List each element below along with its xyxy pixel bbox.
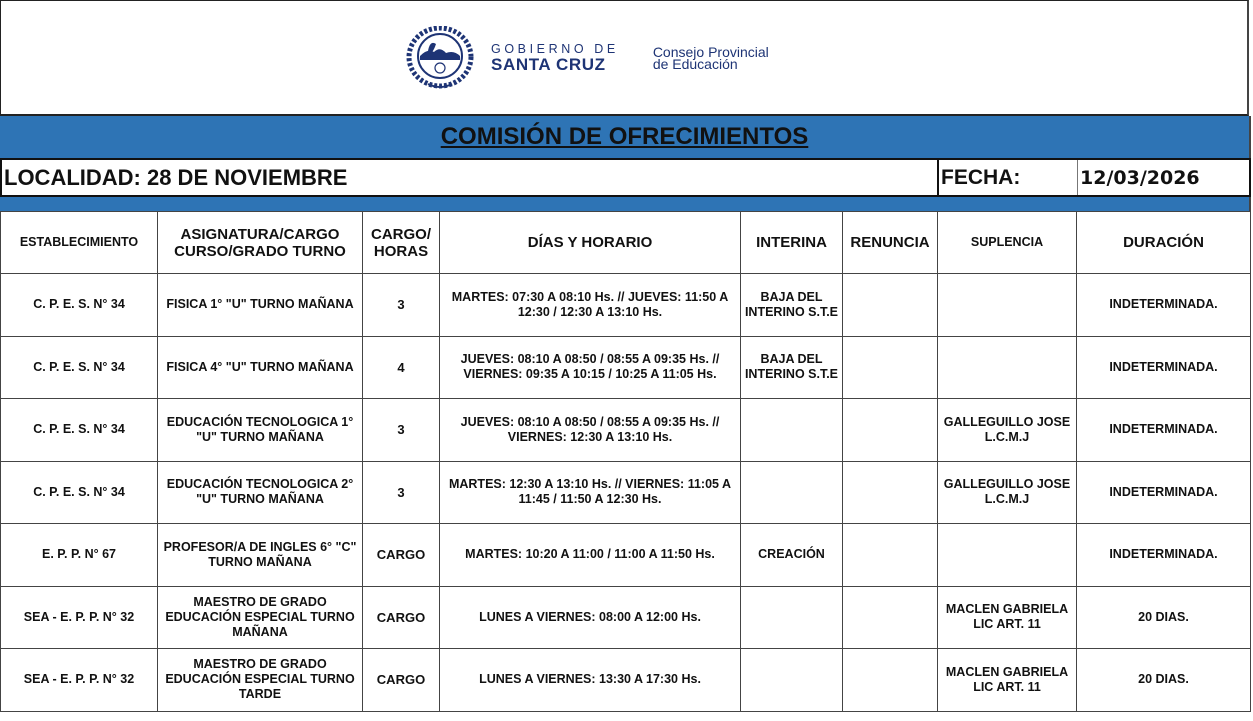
cell-asignatura: FISICA 1° "U" TURNO MAÑANA xyxy=(158,274,363,337)
localidad-row xyxy=(0,158,1251,197)
cell-duracion: INDETERMINADA. xyxy=(1077,461,1251,524)
cell-establecimiento: SEA - E. P. P. N° 32 xyxy=(1,586,158,649)
cell-suplencia: MACLEN GABRIELA LIC ART. 11 xyxy=(938,586,1077,649)
cell-establecimiento: C. P. E. S. N° 34 xyxy=(1,336,158,399)
table-row xyxy=(1,649,1251,712)
col-renuncia: RENUNCIA xyxy=(843,212,938,274)
col-horario: DÍAS Y HORARIO xyxy=(440,212,741,274)
cell-horario: JUEVES: 08:10 A 08:50 / 08:55 A 09:35 Hs. // VIERNES: 09:35 A 10:15 / 10:25 A 11:05 Hs. xyxy=(440,336,741,399)
table-header-row xyxy=(1,212,1251,274)
cell-suplencia: GALLEGUILLO JOSE L.C.M.J xyxy=(938,461,1077,524)
cell-asignatura: MAESTRO DE GRADO EDUCACIÓN ESPECIAL TURNO MAÑANA xyxy=(158,586,363,649)
cell-duracion: INDETERMINADA. xyxy=(1077,274,1251,337)
government-logo xyxy=(406,25,769,91)
table-row xyxy=(1,336,1251,399)
logo-line-2: SANTA CRUZ xyxy=(491,55,606,75)
cell-interina xyxy=(741,461,843,524)
cell-horario: MARTES: 10:20 A 11:00 / 11:00 A 11:50 Hs. xyxy=(440,524,741,587)
fecha-value: 12/03/2026 xyxy=(1080,166,1200,189)
col-interina: INTERINA xyxy=(741,212,843,274)
cell-asignatura: EDUCACIÓN TECNOLOGICA 1° "U" TURNO MAÑANA xyxy=(158,399,363,462)
cell-suplencia xyxy=(938,336,1077,399)
cell-asignatura: EDUCACIÓN TECNOLOGICA 2° "U" TURNO MAÑANA xyxy=(158,461,363,524)
cell-renuncia xyxy=(843,399,938,462)
cell-interina: CREACIÓN xyxy=(741,524,843,587)
cell-horario: MARTES: 07:30 A 08:10 Hs. // JUEVES: 11:50 A 12:30 / 12:30 A 13:10 Hs. xyxy=(440,274,741,337)
cell-duracion: INDETERMINADA. xyxy=(1077,524,1251,587)
table-row xyxy=(1,461,1251,524)
table-row xyxy=(1,399,1251,462)
cell-horas: 3 xyxy=(363,399,440,462)
localidad-label: LOCALIDAD: 28 DE NOVIEMBRE xyxy=(2,160,939,195)
cell-interina xyxy=(741,649,843,712)
cell-establecimiento: E. P. P. N° 67 xyxy=(1,524,158,587)
cell-duracion: 20 DIAS. xyxy=(1077,649,1251,712)
cell-horas: CARGO xyxy=(363,586,440,649)
cell-renuncia xyxy=(843,524,938,587)
col-establecimiento: ESTABLECIMIENTO xyxy=(1,212,158,274)
cell-suplencia: GALLEGUILLO JOSE L.C.M.J xyxy=(938,399,1077,462)
header-frame xyxy=(0,0,1249,116)
cell-renuncia xyxy=(843,336,938,399)
ofrecimientos-table xyxy=(0,211,1251,712)
cell-interina xyxy=(741,399,843,462)
cell-asignatura: MAESTRO DE GRADO EDUCACIÓN ESPECIAL TURNO TARDE xyxy=(158,649,363,712)
cell-duracion: 20 DIAS. xyxy=(1077,586,1251,649)
consejo-line-2: de Educación xyxy=(652,56,738,72)
consejo-logo-text xyxy=(653,46,769,70)
cell-horario: MARTES: 12:30 A 13:10 Hs. // VIERNES: 11:05 A 11:45 / 11:50 A 12:30 Hs. xyxy=(440,461,741,524)
col-asignatura: ASIGNATURA/CARGO CURSO/GRADO TURNO xyxy=(158,212,363,274)
santa-cruz-seal-icon xyxy=(406,26,474,90)
cell-renuncia xyxy=(843,461,938,524)
cell-asignatura: FISICA 4° "U" TURNO MAÑANA xyxy=(158,336,363,399)
cell-interina: BAJA DEL INTERINO S.T.E xyxy=(741,336,843,399)
cell-horas: CARGO xyxy=(363,649,440,712)
cell-asignatura: PROFESOR/A DE INGLES 6° "C" TURNO MAÑANA xyxy=(158,524,363,587)
title-band xyxy=(0,116,1251,158)
cell-horas: 4 xyxy=(363,336,440,399)
cell-establecimiento: C. P. E. S. N° 34 xyxy=(1,461,158,524)
cell-horario: LUNES A VIERNES: 13:30 A 17:30 Hs. xyxy=(440,649,741,712)
col-duracion: DURACIÓN xyxy=(1077,212,1251,274)
page-title: COMISIÓN DE OFRECIMIENTOS xyxy=(440,123,809,150)
table-row xyxy=(1,274,1251,337)
cell-renuncia xyxy=(843,274,938,337)
cell-duracion: INDETERMINADA. xyxy=(1077,336,1251,399)
col-suplencia: SUPLENCIA xyxy=(938,212,1077,274)
logo-line-1: GOBIERNO DE xyxy=(491,41,619,56)
cell-renuncia xyxy=(843,586,938,649)
cell-horas: CARGO xyxy=(363,524,440,587)
cell-interina: BAJA DEL INTERINO S.T.E xyxy=(741,274,843,337)
gobierno-logo-text xyxy=(491,43,619,74)
cell-establecimiento: SEA - E. P. P. N° 32 xyxy=(1,649,158,712)
fecha-label: FECHA: xyxy=(939,160,1078,195)
col-horas: CARGO/ HORAS xyxy=(363,212,440,274)
cell-horas: 3 xyxy=(363,461,440,524)
consejo-line-1: Consejo Provincial xyxy=(652,44,769,60)
cell-suplencia: MACLEN GABRIELA LIC ART. 11 xyxy=(938,649,1077,712)
cell-suplencia xyxy=(938,524,1077,587)
cell-establecimiento: C. P. E. S. N° 34 xyxy=(1,274,158,337)
table-row xyxy=(1,586,1251,649)
cell-duracion: INDETERMINADA. xyxy=(1077,399,1251,462)
cell-interina xyxy=(741,586,843,649)
cell-renuncia xyxy=(843,649,938,712)
cell-establecimiento: C. P. E. S. N° 34 xyxy=(1,399,158,462)
table-row xyxy=(1,524,1251,587)
cell-suplencia xyxy=(938,274,1077,337)
cell-horario: JUEVES: 08:10 A 08:50 / 08:55 A 09:35 Hs. // VIERNES: 12:30 A 13:10 Hs. xyxy=(440,399,741,462)
cell-horas: 3 xyxy=(363,274,440,337)
cell-horario: LUNES A VIERNES: 08:00 A 12:00 Hs. xyxy=(440,586,741,649)
separator-band xyxy=(0,197,1251,211)
